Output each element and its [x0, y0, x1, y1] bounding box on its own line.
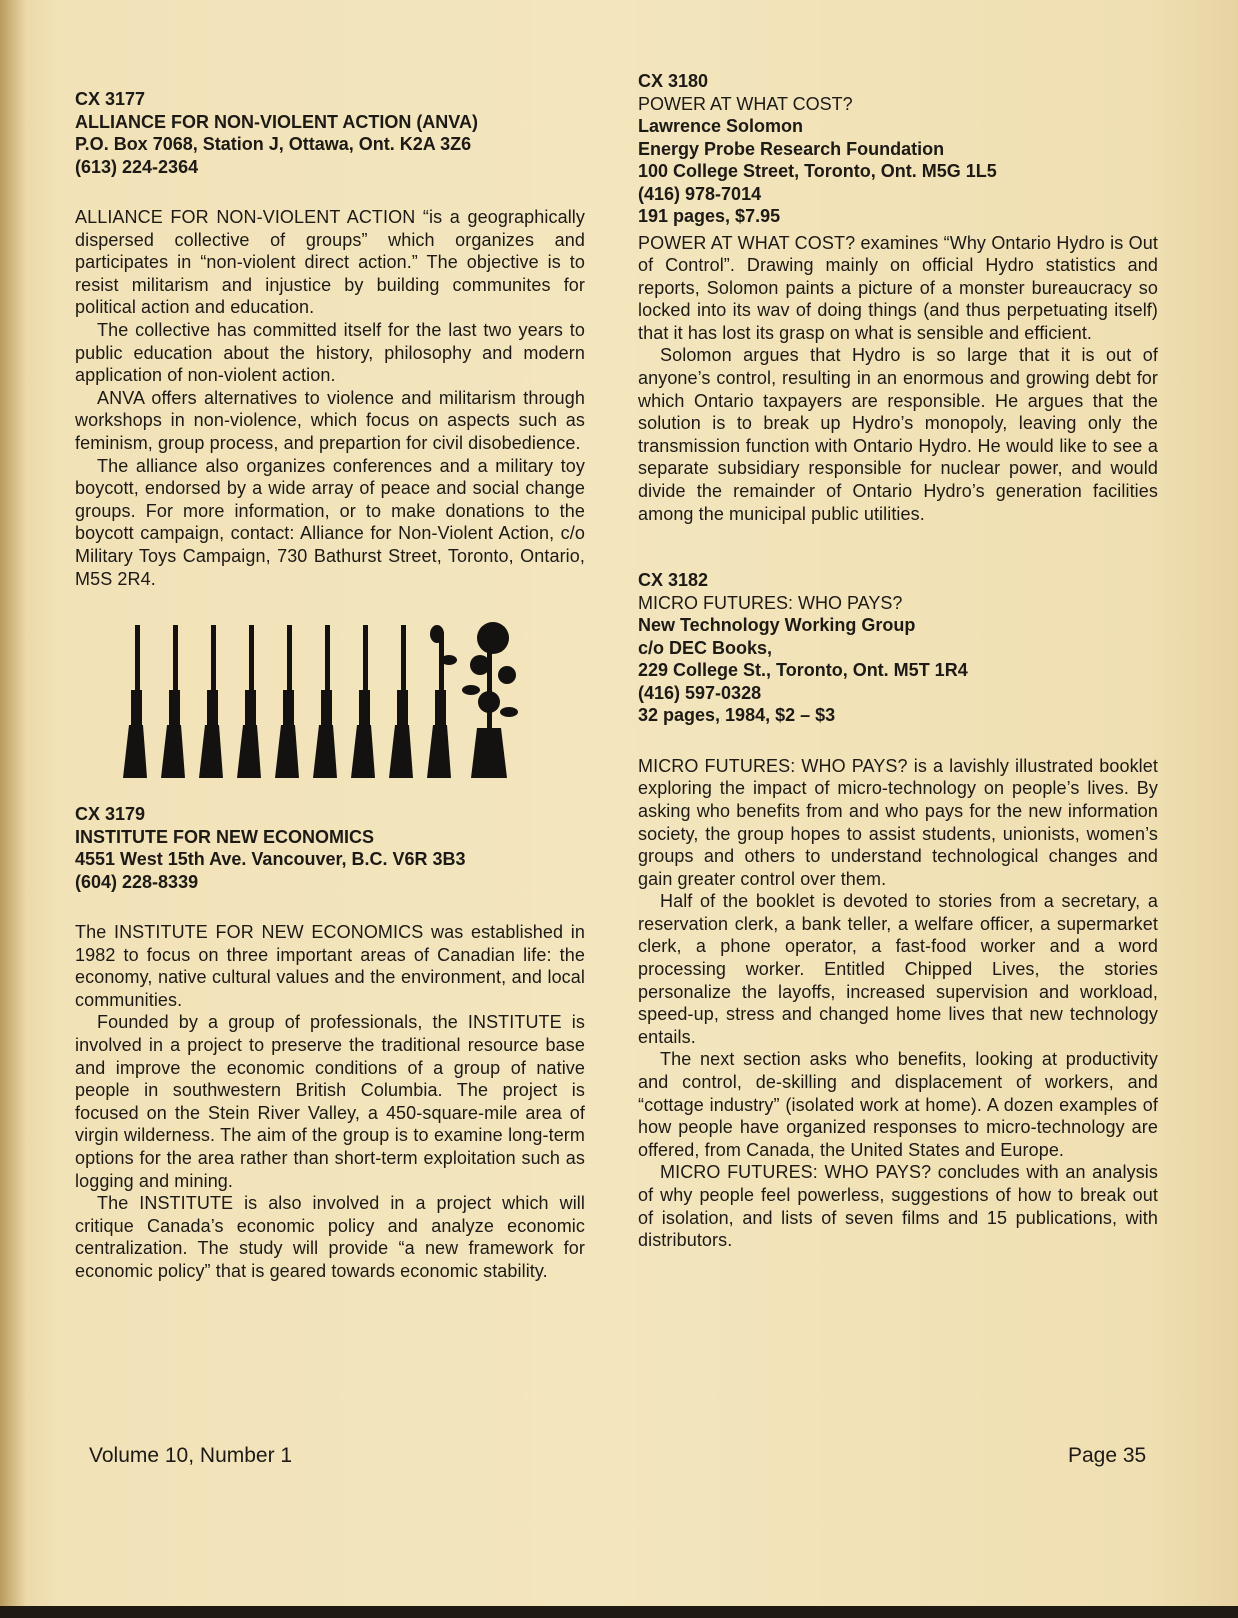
entry-title: MICRO FUTURES: WHO PAYS? — [638, 592, 903, 613]
paragraph: MICRO FUTURES: WHO PAYS? concludes with an analysis of why people feel powerless, suggestions of how to break out of isolation, and lists of seven films and 15 publications, with distributors. — [638, 1162, 1158, 1251]
paragraph: Solomon argues that Hydro is so large that it is out of anyone’s control, resulting in an enormous and growing debt for which Ontario taxpayers are responsible. He argues that the solution is to break up Hydro’s monopoly, leaving only the transmission function with Ontario Hydro. He would like to see a separate subsidiary responsible for nuclear power, and would divide the remainder of Ontario Hydro’s generation facilities among the municipal public utilities. — [638, 345, 1158, 524]
right-column — [638, 70, 1158, 1252]
entry-header-cx3182 — [638, 569, 1158, 727]
entry-pages: 32 pages, 1984, $2 – $3 — [638, 705, 836, 726]
rifle-icon — [123, 625, 147, 778]
paragraph: MICRO FUTURES: WHO PAYS? is a lavishly illustrated booklet exploring the impact of micro-technology on people’s lives. By asking who benefits from and who pays for the new information society, the group hopes to assist students, unionists, women’s groups and others to understand technological changes and gain greater control over them. — [638, 755, 1158, 889]
sprouting-rifle-icon — [427, 625, 457, 778]
entry-body-cx3180 — [638, 232, 1158, 526]
paragraph: Founded by a group of professionals, the INSTITUTE is involved in a project to preserve the traditional resource base and improve the economic conditions of a group of native people in southwestern British Columbia. The project is focused on the Stein River Valley, a 450-square-mile area of virgin wilderness. The aim of the group is to examine long-term options for the area rather than short-term exploitation such as logging and mining. — [75, 1012, 585, 1191]
paragraph: The INSTITUTE is also involved in a project which will critique Canada’s economic policy and analyze economic centralization. The study will provide “a new framework for economic policy” that is geared towards economic stability. — [75, 1193, 585, 1281]
entry-title: POWER AT WHAT COST? — [638, 93, 853, 114]
entry-code: CX 3182 — [638, 570, 709, 591]
flower-plant-icon — [462, 622, 518, 778]
entry-header-cx3179 — [75, 803, 585, 893]
entry-header-cx3177 — [75, 88, 585, 178]
paragraph: ALLIANCE FOR NON-VIOLENT ACTION “is a geographically dispersed collective of groups” which organizes and participates in “non-violent direct action.” The objective is to resist militarism and injustice by building communites for political action and education. — [75, 207, 585, 318]
entry-address: 229 College St., Toronto, Ont. M5T 1R4 — [638, 660, 968, 681]
rifle-icon — [275, 625, 299, 778]
entry-phone: (613) 224-2364 — [75, 156, 199, 177]
entry-publisher: New Technology Working Group — [638, 615, 916, 636]
paragraph: The INSTITUTE FOR NEW ECONOMICS was established in 1982 to focus on three important areas of Canadian life: the economy, native cultural values and the environment, and local communities. — [75, 922, 585, 1010]
rifle-icon — [199, 625, 223, 778]
entry-code: CX 3180 — [638, 71, 709, 91]
volume-number: Volume 10, Number 1 — [89, 1444, 293, 1467]
paragraph: POWER AT WHAT COST? examines “Why Ontario Hydro is Out of Control”. Drawing mainly on official Hydro statistics and reports, Solomon paints a picture of a monster bureaucracy so locked into its wav of doing things (and thus perpetuating itself) that it has lost its grasp on what is sensible and efficient. — [638, 232, 1158, 343]
rifle-icon — [237, 625, 261, 778]
entry-author: Lawrence Solomon — [638, 116, 804, 136]
entry-phone: (416) 978-7014 — [638, 183, 762, 204]
page-bottom-edge — [0, 1606, 1238, 1618]
paragraph: Half of the booklet is devoted to stories from a secretary, a reservation clerk, a bank teller, a welfare officer, a supermarket clerk, a phone operator, a fast-food worker and a word processing worker. Entitled Chipped Lives, the stories personalize the layoffs, increased supervision and workload, speed-up, stress and changed home lives that new technology entails. — [638, 891, 1158, 1047]
entry-body-cx3179 — [75, 921, 585, 1283]
entry-publisher: Energy Probe Research Foundation — [638, 138, 945, 159]
entry-body-cx3182 — [638, 755, 1158, 1252]
entry-body-cx3177 — [75, 206, 585, 590]
entry-phone: (604) 228-8339 — [75, 871, 199, 892]
rifle-icon — [389, 625, 413, 778]
entry-care-of: c/o DEC Books, — [638, 637, 773, 658]
entry-header-cx3180 — [638, 70, 1158, 228]
paragraph: The next section asks who benefits, looking at productivity and control, de-skilling and displacement of workers, and “cottage industry” (isolated work at home). A dozen examples of how people have organized responses to micro-technology are offered, from Canada, the United States and Europe. — [638, 1049, 1158, 1160]
rifles-turning-into-flowers-icon — [115, 620, 585, 780]
left-column — [75, 88, 585, 1283]
page-binding — [0, 0, 26, 1618]
rifle-icon — [161, 625, 185, 778]
rifle-icon — [313, 625, 337, 778]
entry-address: 100 College Street, Toronto, Ont. M5G 1L5 — [638, 161, 997, 181]
entry-address: 4551 West 15th Ave. Vancouver, B.C. V6R 3B3 — [75, 849, 466, 870]
rifle-icon — [351, 625, 375, 778]
paragraph: The collective has committed itself for the last two years to public education about the history, philosophy and modern application of non-violent action. — [75, 319, 585, 386]
page-number: Page 35 — [1068, 1444, 1147, 1467]
entry-address: P.O. Box 7068, Station J, Ottawa, Ont. K2A 3Z6 — [75, 134, 472, 154]
paragraph: The alliance also organizes conferences and a military toy boycott, endorsed by a wide array of peace and social change groups. For more information, or to make donations to the boycott campaign, contact: Alliance for Non-Violent Action, c/o Military Toys Campaign, 730 Bathurst Street, Toronto, Ontario, M5S 2R4. — [75, 455, 585, 589]
entry-title: INSTITUTE FOR NEW ECONOMICS — [75, 826, 374, 847]
entry-title: ALLIANCE FOR NON-VIOLENT ACTION (ANVA) — [75, 111, 478, 132]
entry-phone: (416) 597-0328 — [638, 682, 762, 703]
entry-code: CX 3177 — [75, 89, 146, 109]
entry-pages: 191 pages, $7.95 — [638, 206, 781, 226]
paragraph: ANVA offers alternatives to violence and militarism through workshops in non-violence, which focus on aspects such as feminism, group process, and prepartion for civil disobedience. — [75, 387, 585, 453]
entry-code: CX 3179 — [75, 804, 146, 825]
